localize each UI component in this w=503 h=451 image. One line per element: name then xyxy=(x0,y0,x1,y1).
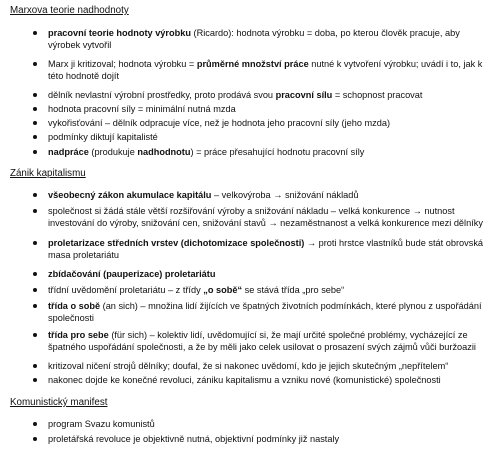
document-page: Marxova teorie nadhodnoty pracovní teorie hodnoty výrobku (Ricardo): hodnota výrobku = doba, po kterou člověk pracuje, aby výrobek vytvořil Marx ji kritizoval; hodnota výrobku = průměrné množství práce nutné k vytvoření výrobku; uvádí i to, jak k této hodnotě dojít dělník nevlastní výrobní prostředky, proto prodává svou pracovní sílu = schopnost pracovat hodnota pracovní síly = minimální nutná mzda vykořisťování – dělník odpracuje více, než je hodnota jeho pracovní síly (jeho mzda) podmínky diktují kapitalisté nadpráce (produkuje nadhodnotu) = práce přesahující hodnotu pracovní síly Zánik kapitalismu všeobecný zákon akumulace kapitálu – velkovýroba → snižování nákladů společnost si žádá stále větší rozšiřování výroby a snižování nákladu – velká konkurence → nutnost investování do výroby, snižování cen, snižování stavů → nezaměstnanost a velká konkurence mezi dělníky proletarizace středních vrstev (dichotomizace společnosti) → proti hrstce vlastníků bude stát obrovská masa proletariátu zbídačování (pauperizace) proletariátu třídní uvědomění proletariátu – z třídy „o sobě“ se stává třída „pro sebe“ třída o sobě (an sich) – množina lidí žijících ve špatných životních podmínkách, které plynou z uspořádání společnosti třída pro sebe (für sich) – kolektiv lidí, uvědomující si, že mají určité společné problémy, vycházející ze špatného uspořádání společnosti, a že by měli jako celek usilovat o prosazení svých zájmů vůči buržoazii kritizoval ničení strojů dělníky; doufal, že si nakonec uvědomí, kdo je jejich skutečným „nepřítelem“ nakonec dojde ke konečné revoluci, zániku kapitalismu a vzniku nové (komunistické) společnosti Komunistický manifest program Svazu komunistů proletářská revoluce je objektivně nutná, objektivní podmínky již nastaly xyxy=(10,5,484,444)
bullet-icon xyxy=(33,241,37,245)
bullet-icon xyxy=(33,193,37,197)
bullet-icon xyxy=(33,31,37,35)
bullet-icon xyxy=(33,288,37,292)
bullet-icon xyxy=(33,378,37,382)
bullet-icon xyxy=(33,333,37,337)
bullet-icon xyxy=(33,422,37,426)
bullet-icon xyxy=(33,272,37,276)
bullet-icon xyxy=(33,62,37,66)
bullet-icon xyxy=(33,121,37,125)
bullet-icon xyxy=(33,304,37,308)
bullet-icon xyxy=(33,209,37,213)
bullet-icon xyxy=(33,150,37,154)
section-heading-capitalism-end: Zánik kapitalismu xyxy=(10,168,86,179)
bullet-icon xyxy=(33,437,37,441)
section-heading-communist-manifesto: Komunistický manifest xyxy=(10,397,108,408)
bullet-icon xyxy=(33,93,37,97)
bullet-icon xyxy=(33,364,37,368)
section-heading-marx-theory: Marxova teorie nadhodnoty xyxy=(10,5,129,16)
bullet-icon xyxy=(33,107,37,111)
bullet-icon xyxy=(33,135,37,139)
